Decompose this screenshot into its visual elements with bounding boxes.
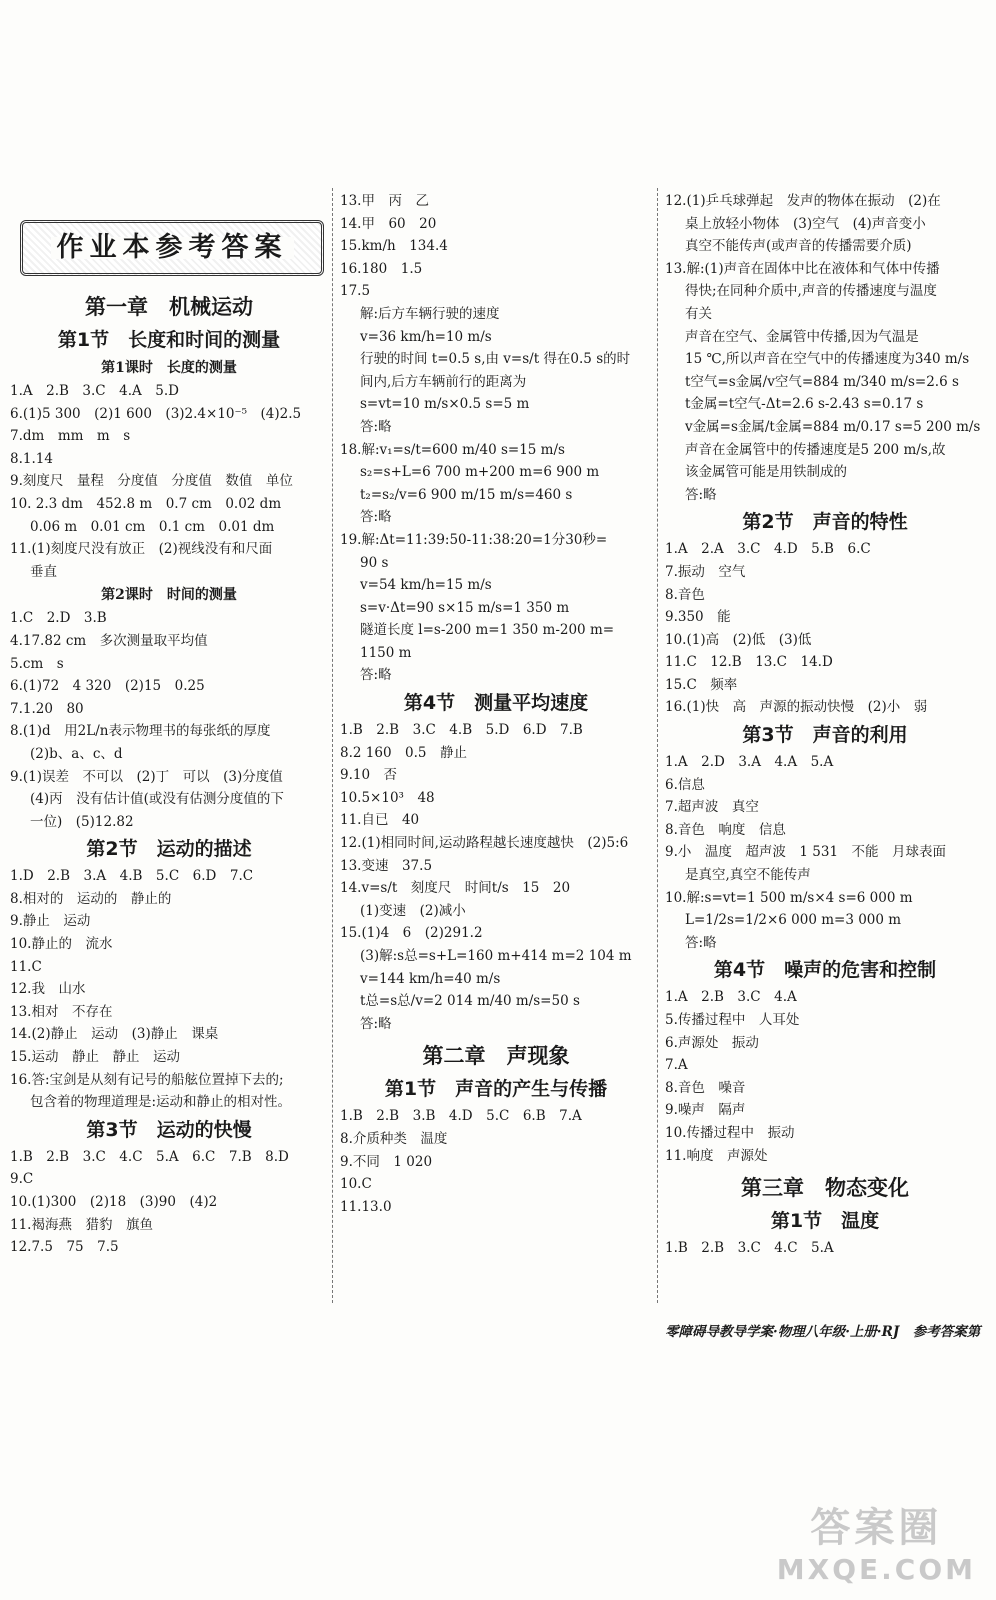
answer-line: 12.(1)相同时间,运动路程越长速度越快 (2)5:6: [340, 835, 629, 852]
answer-line: 包含着的物理道理是:运动和静止的相对性。: [30, 1094, 292, 1111]
section-heading: 第3节 声音的利用: [742, 724, 908, 747]
answer-line: t空气=s金属/v空气=884 m/340 m/s=2.6 s: [685, 373, 959, 390]
answer-line: 11.C: [10, 958, 42, 975]
section-heading: 第2节 声音的特性: [742, 511, 908, 534]
section-heading: 第1节 长度和时间的测量: [57, 329, 281, 351]
answer-line: 1.B 2.B 3.C 4.C 5.A: [665, 1240, 834, 1257]
answer-line: v=36 km/h=10 m/s: [360, 328, 492, 345]
answer-line: 11.自已 40: [340, 812, 420, 829]
answer-line: 14.甲 60 20: [340, 215, 437, 232]
answer-line: 4.17.82 cm 多次测量取平均值: [10, 632, 208, 649]
answer-line: 8.1.14: [10, 450, 53, 467]
answer-line: 6.(1)5 300 (2)1 600 (3)2.4×10⁻⁵ (4)2.5: [10, 405, 302, 422]
answer-line: 答:略: [360, 418, 392, 435]
column-divider-2: [657, 188, 658, 1303]
banner-title: 作业本参考答案: [51, 237, 294, 260]
answer-line: 答:略: [360, 667, 392, 684]
answer-line: 9.刻度尺 量程 分度值 分度值 数值 单位: [10, 473, 293, 490]
answer-column-1: [10, 190, 328, 1259]
answer-line: t总=s总/v=2 014 m/40 m/s=50 s: [360, 993, 580, 1010]
answer-line: 15.运动 静止 静止 运动: [10, 1049, 180, 1066]
answer-line: 13.甲 丙 乙: [340, 193, 429, 209]
answer-line: 10.5×10³ 48: [340, 789, 435, 806]
answer-line: 10.(1)高 (2)低 (3)低: [665, 631, 812, 648]
answer-line: 9.不同 1 020: [340, 1153, 433, 1170]
answer-line: 1.C 2.D 3.B: [10, 610, 107, 627]
answer-line: 15 ℃,所以声音在空气中的传播速度为340 m/s: [685, 351, 970, 368]
answer-line: 11.(1)刻度尺没有放正 (2)视线没有和尺面: [10, 541, 273, 558]
answer-line: 12.(1)乒乓球弹起 发声的物体在振动 (2)在: [665, 193, 941, 209]
answer-line: 10.C: [340, 1176, 372, 1193]
answer-line: (3)解:s总=s+L=160 m+414 m=2 104 m: [360, 948, 632, 964]
section-heading: 第二章 声现象: [422, 1044, 570, 1069]
answer-line: t金属=t空气-Δt=2.6 s-2.43 s=0.17 s: [685, 396, 924, 413]
answer-line: 9.C: [10, 1171, 34, 1188]
answer-line: 真空不能传声(或声音的传播需要介质): [685, 238, 912, 255]
answer-line: 15.km/h 134.4: [340, 238, 448, 255]
answer-line: (2)b、a、c、d: [30, 745, 123, 762]
answer-line: s=vt=10 m/s×0.5 s=5 m: [360, 396, 530, 413]
answer-line: 得快;在同种介质中,声音的传播速度与温度: [685, 283, 937, 300]
answer-line: 8.音色 噪音: [665, 1079, 746, 1096]
answer-line: 13.相对 不存在: [10, 1003, 113, 1020]
answer-line: 答:略: [360, 509, 392, 526]
answer-line: 9.静止 运动: [10, 913, 91, 930]
answer-line: 答:略: [360, 1015, 392, 1032]
answer-line: 垂直: [30, 563, 57, 580]
watermark-top: 答案圈: [810, 1505, 943, 1551]
answer-line: 10.静止的 流水: [10, 936, 113, 953]
answer-line: 隧道长度 l=s-200 m=1 350 m-200 m=: [360, 622, 615, 639]
answer-line: 声音在空气、金属管中传播,因为气温是: [685, 328, 919, 345]
column-divider-1: [332, 188, 333, 1303]
answer-line: 90 s: [360, 554, 389, 571]
answer-line: 8.介质种类 温度: [340, 1130, 448, 1147]
answer-line: 5.cm s: [10, 655, 64, 672]
answer-line: v金属=s金属/t金属=884 m/0.17 s=5 200 m/s: [685, 418, 981, 435]
answer-line: 1.B 2.B 3.C 4.C 5.A 6.C 7.B 8.D: [10, 1148, 289, 1165]
answer-line: 1.B 2.B 3.C 4.B 5.D 6.D 7.B: [340, 722, 583, 739]
answer-line: 6.(1)72 4 320 (2)15 0.25: [10, 678, 205, 695]
answer-line: 18.解:v₁=s/t=600 m/40 s=15 m/s: [340, 441, 565, 458]
answer-line: 14.v=s/t 刻度尺 时间t/s 15 20: [340, 880, 571, 897]
answer-line: 一位) (5)12.82: [30, 813, 134, 830]
section-heading: 第3节 运动的快慢: [86, 1118, 252, 1141]
answer-line: (1)变速 (2)减小: [360, 902, 466, 919]
answer-line: 声音在金属管中的传播速度是5 200 m/s,故: [685, 441, 946, 458]
watermark-logo: [777, 1496, 976, 1586]
answer-line: v=54 km/h=15 m/s: [360, 577, 492, 594]
answer-line: 7.A: [665, 1057, 688, 1074]
answer-line: 11.13.0: [340, 1198, 392, 1215]
answer-line: 8.音色 响度 信息: [665, 821, 786, 838]
answer-column-2: [340, 190, 652, 1218]
answer-line: 8.2 160 0.5 静止: [340, 744, 467, 761]
answer-line: 6.信息: [665, 776, 705, 793]
answer-line: 13.变速 37.5: [340, 857, 433, 874]
title-banner: [20, 220, 324, 276]
answer-line: 17.5: [340, 283, 371, 300]
section-heading: 第1节 温度: [770, 1210, 880, 1233]
answer-line: 7.dm mm m s: [10, 428, 131, 445]
answer-line: 15.(1)4 6 (2)291.2: [340, 925, 483, 942]
answer-line: 1.A 2.D 3.A 4.A 5.A: [665, 754, 834, 771]
answer-line: 7.振动 空气: [665, 563, 746, 580]
answer-line: 16.答:宝剑是从刻有记号的船舷位置掉下去的;: [10, 1071, 284, 1088]
answer-line: 11.响度 声源处: [665, 1147, 768, 1164]
answer-line: 1.A 2.B 3.C 4.A: [665, 989, 797, 1006]
answer-line: 答:略: [685, 486, 717, 503]
answer-line: (4)丙 没有估计值(或没有估测分度值的下: [30, 791, 284, 808]
section-heading: 第2课时 时间的测量: [101, 587, 237, 604]
answer-line: 9.10 否: [340, 767, 398, 784]
answer-line: 行驶的时间 t=0.5 s,由 v=s/t 得在0.5 s的时: [360, 351, 631, 368]
answer-line: 1150 m: [360, 644, 412, 661]
answer-line: 0.06 m 0.01 cm 0.1 cm 0.01 dm: [30, 518, 275, 535]
answer-line: t₂=s₂/v=6 900 m/15 m/s=460 s: [360, 486, 573, 503]
answer-line: 10.传播过程中 振动: [665, 1124, 795, 1141]
answer-line: 14.(2)静止 运动 (3)静止 课桌: [10, 1026, 219, 1043]
answer-line: 16.180 1.5: [340, 260, 423, 277]
answer-line: 7.超声波 真空: [665, 799, 759, 816]
answer-line: 该金属管可能是用铁制成的: [685, 464, 847, 481]
answer-line: 15.C 频率: [665, 676, 738, 693]
answer-line: 1.A 2.B 3.C 4.A 5.D: [10, 383, 179, 399]
answer-line: v=144 km/h=40 m/s: [360, 970, 501, 987]
answer-line: 8.音色: [665, 586, 705, 603]
answer-line: 16.(1)快 高 声源的振动快慢 (2)小 弱: [665, 699, 928, 716]
answer-column-3: [665, 190, 985, 1260]
answer-line: 8.(1)d 用2L/n表示物理书的每张纸的厚度: [10, 723, 271, 740]
section-heading: 第4节 测量平均速度: [403, 692, 589, 715]
answer-line: 19.解:Δt=11:39:50-11:38:20=1分30秒=: [340, 531, 608, 548]
answer-line: 9.350 能: [665, 609, 731, 626]
answer-line: 12.7.5 75 7.5: [10, 1239, 119, 1256]
answer-line: 是真空,真空不能传声: [685, 867, 811, 884]
answer-line: 9.噪声 隔声: [665, 1102, 746, 1119]
answer-line: s=v·Δt=90 s×15 m/s=1 350 m: [360, 599, 570, 616]
answer-line: 12.我 山水: [10, 981, 86, 998]
answer-line: 1.D 2.B 3.A 4.B 5.C 6.D 7.C: [10, 868, 254, 885]
answer-line: 11.C 12.B 13.C 14.D: [665, 654, 833, 671]
answer-line: 10.(1)300 (2)18 (3)90 (4)2: [10, 1194, 218, 1210]
answer-line: 1.A 2.A 3.C 4.D 5.B 6.C: [665, 541, 871, 558]
section-heading: 第1课时 长度的测量: [101, 360, 237, 376]
answer-line: 1.B 2.B 3.B 4.D 5.C 6.B 7.A: [340, 1108, 582, 1125]
answer-line: 8.相对的 运动的 静止的: [10, 890, 172, 907]
answer-line: 解:后方车辆行驶的速度: [360, 305, 500, 322]
section-heading: 第三章 物态变化: [741, 1176, 909, 1201]
answer-line: 桌上放轻小物体 (3)空气 (4)声音变小: [685, 215, 926, 232]
answer-line: s₂=s+L=6 700 m+200 m=6 900 m: [360, 464, 600, 481]
section-heading: 第1节 声音的产生与传播: [384, 1078, 608, 1101]
watermark-bottom: MXQE.COM: [776, 1553, 976, 1586]
answer-line: L=1/2s=1/2×6 000 m=3 000 m: [685, 912, 902, 929]
page-footer: 零障碍导教导学案·物理八年级·上册·RJ 参考答案第: [665, 1324, 981, 1340]
section-heading: 第2节 运动的描述: [86, 838, 252, 861]
answer-line: 10. 2.3 dm 452.8 m 0.7 cm 0.02 dm: [10, 495, 282, 512]
answer-line: 13.解:(1)声音在固体中比在液体和气体中传播: [665, 260, 940, 277]
answer-line: 5.传播过程中 人耳处: [665, 1012, 800, 1028]
answer-line: 9.(1)误差 不可以 (2)丁 可以 (3)分度值: [10, 768, 283, 785]
section-heading: 第4节 噪声的危害和控制: [713, 959, 937, 982]
answer-line: 有关: [685, 305, 712, 322]
answer-line: 答:略: [685, 934, 717, 951]
answer-line: 10.解:s=vt=1 500 m/s×4 s=6 000 m: [665, 889, 913, 906]
answer-line: 6.声源处 振动: [665, 1034, 759, 1051]
answer-line: 9.小 温度 超声波 1 531 不能 月球表面: [665, 844, 947, 861]
answer-line: 间内,后方车辆前行的距离为: [360, 373, 527, 390]
answer-line: 11.褐海燕 猎豹 旗鱼: [10, 1216, 153, 1233]
answer-line: 7.1.20 80: [10, 700, 84, 717]
section-heading: 第一章 机械运动: [85, 295, 253, 319]
